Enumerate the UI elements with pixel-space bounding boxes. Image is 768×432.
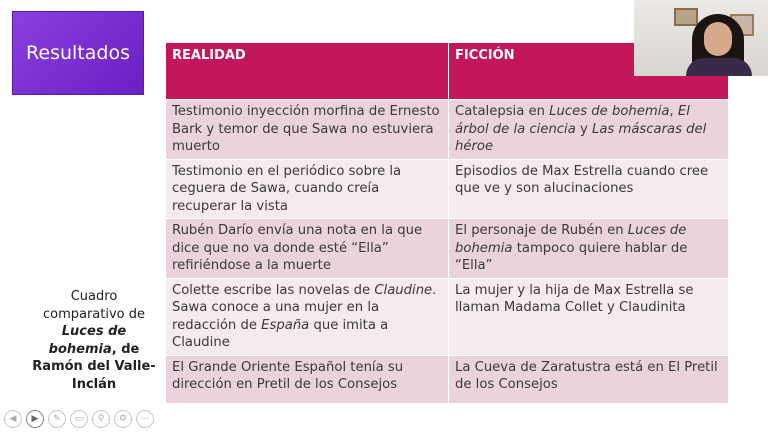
cell-realidad: Testimonio inyección morfina de Ernesto Bark y temor de que Sawa no estuviera muerto	[166, 100, 449, 160]
presenter-face	[704, 22, 732, 56]
settings-icon[interactable]: ⚙	[114, 410, 132, 428]
back-icon[interactable]: ◀	[4, 410, 22, 428]
page-icon[interactable]: ▭	[70, 410, 88, 428]
table-caption	[28, 288, 160, 393]
caption-work-title: Luces de bohemia	[48, 324, 127, 357]
cell-realidad: Testimonio en el periódico sobre la ceguera de Sawa, cuando creía recuperar la vista	[166, 159, 449, 219]
title-box	[12, 11, 144, 95]
caption-author: Ramón del Valle-Inclán	[32, 359, 156, 392]
play-icon[interactable]: ▶	[26, 410, 44, 428]
slide-controls	[4, 410, 154, 428]
presenter-shirt	[686, 58, 752, 76]
slide-title: Resultados	[26, 42, 130, 64]
table-row	[166, 219, 729, 279]
cell-realidad: Rubén Darío envía una nota en la que dice que no va donde esté “Ella” refiriéndose a la muerte	[166, 219, 449, 279]
table-row	[166, 278, 729, 355]
caption-connector: , de	[111, 341, 140, 357]
table-row	[166, 100, 729, 160]
cell-ficcion: La mujer y la hija de Max Estrella se llaman Madama Collet y Claudinita	[449, 278, 729, 355]
table-row	[166, 159, 729, 219]
comparison-table	[166, 43, 729, 403]
cell-ficcion: Catalepsia en Luces de bohemia, El árbol de la ciencia y Las máscaras del héroe	[449, 100, 729, 160]
header-realidad: REALIDAD	[166, 43, 449, 100]
cell-ficcion: La Cueva de Zaratustra está en El Pretil de los Consejos	[449, 355, 729, 403]
table-row	[166, 355, 729, 403]
cell-ficcion: Episodios de Max Estrella cuando cree que ve y son alucinaciones	[449, 159, 729, 219]
cell-realidad: Colette escribe las novelas de Claudine. Sawa conoce a una mujer en la redacción de España que imita a Claudine	[166, 278, 449, 355]
more-icon[interactable]: ⋯	[136, 410, 154, 428]
cell-ficcion: El personaje de Rubén en Luces de bohemia tampoco quiere hablar de “Ella”	[449, 219, 729, 279]
zoom-icon[interactable]: ⚲	[92, 410, 110, 428]
header-ficcion: FICCIÓN	[449, 43, 729, 100]
presenter-webcam	[634, 0, 768, 76]
caption-text: Cuadro comparativo de	[42, 289, 146, 322]
cell-realidad: El Grande Oriente Español tenía su dirección en Pretil de los Consejos	[166, 355, 449, 403]
pen-icon[interactable]: ✎	[48, 410, 66, 428]
wall-frame	[674, 8, 698, 26]
